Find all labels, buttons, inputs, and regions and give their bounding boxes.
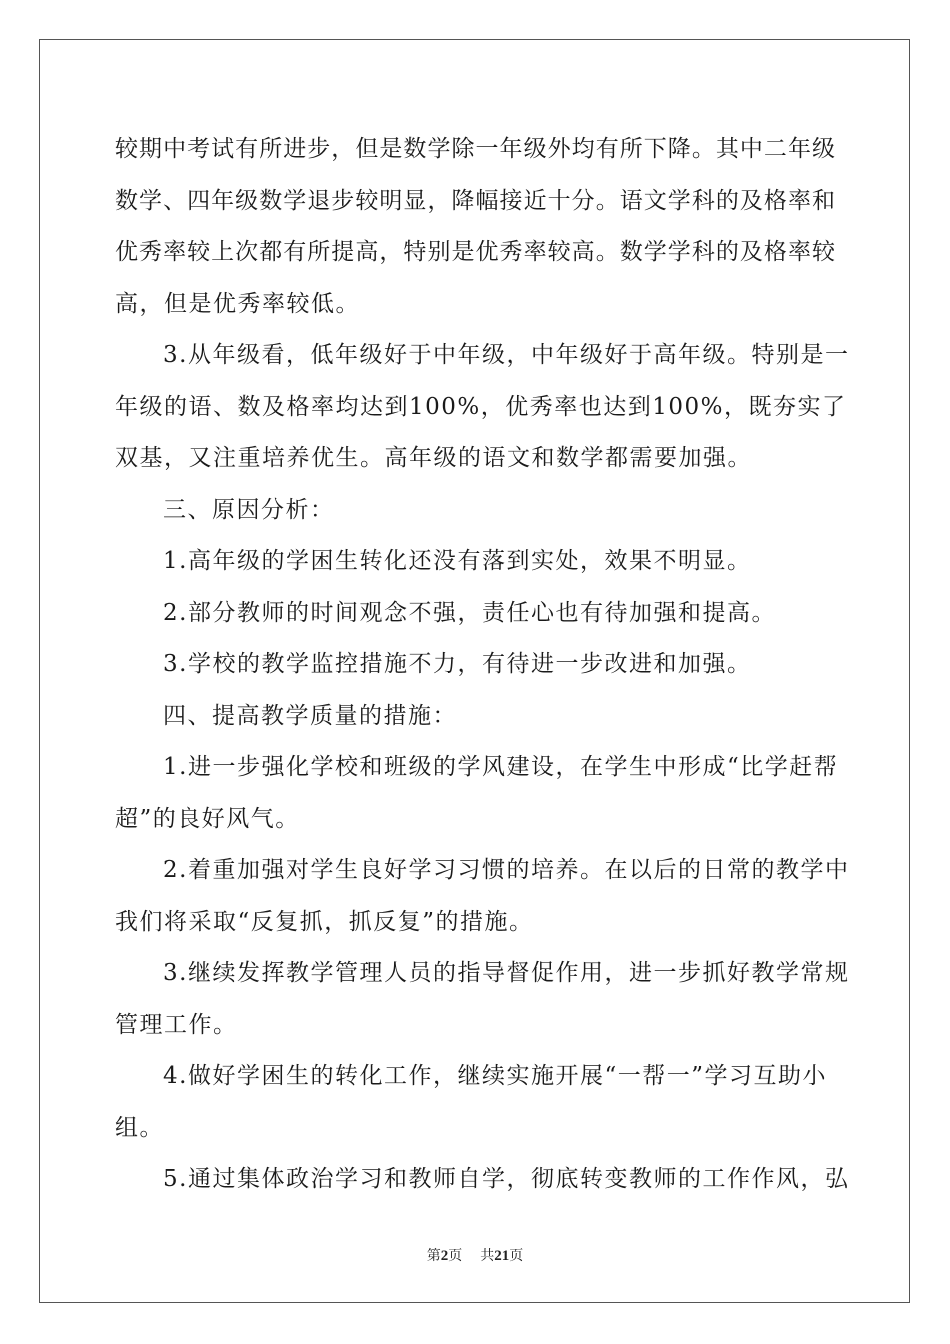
page-prefix: 第 <box>426 1248 441 1264</box>
text-line: 优秀率较上次都有所提高，特别是优秀率较高。数学学科的及格率较 <box>115 239 835 265</box>
total-prefix: 共 <box>480 1248 495 1264</box>
text-line: 5.通过集体政治学习和教师自学，彻底转变教师的工作作风，弘 <box>163 1166 850 1192</box>
text-line: 我们将采取“反复抓，抓反复”的措施。 <box>115 908 534 935</box>
page-footer <box>0 1246 950 1266</box>
text-line: 2.着重加强对学生良好学习习惯的培养。在以后的日常的教学中 <box>163 857 850 883</box>
text-line: 4.做好学困生的转化工作，继续实施开展“一帮一”学习互助小 <box>163 1063 827 1089</box>
page-suffix: 页 <box>448 1248 463 1264</box>
text-line: 超”的良好风气。 <box>115 805 300 832</box>
text-line: 3.继续发挥教学管理人员的指导督促作用，进一步抓好教学常规 <box>163 960 850 986</box>
text-line: 较期中考试有所进步，但是数学除一年级外均有所下降。其中二年级 <box>115 136 835 162</box>
total-suffix: 页 <box>509 1248 524 1264</box>
text-line: 年级的语、数及格率均达到100%，优秀率也达到100%，既夯实了 <box>115 393 847 420</box>
section-heading: 三、原因分析： <box>163 496 335 523</box>
total-pages: 21 <box>494 1248 510 1264</box>
text-line: 组。 <box>115 1114 164 1141</box>
text-line: 3.学校的教学监控措施不力，有待进一步改进和加强。 <box>163 651 752 677</box>
text-line: 管理工作。 <box>115 1011 238 1038</box>
text-line: 1.高年级的学困生转化还没有落到实处，效果不明显。 <box>163 548 752 574</box>
page-number: 2 <box>440 1248 449 1264</box>
text-line: 双基，又注重培养优生。高年级的语文和数学都需要加强。 <box>115 445 752 471</box>
section-heading: 四、提高教学质量的措施： <box>163 702 457 729</box>
text-line: 1.进一步强化学校和班级的学风建设，在学生中形成“比学赶帮 <box>163 754 839 780</box>
text-line: 数学、四年级数学退步较明显，降幅接近十分。语文学科的及格率和 <box>115 187 835 214</box>
text-line: 3.从年级看，低年级好于中年级，中年级好于高年级。特别是一 <box>163 342 850 368</box>
text-line: 2.部分教师的时间观念不强，责任心也有待加强和提高。 <box>163 599 776 626</box>
text-line: 高，但是优秀率较低。 <box>115 290 360 317</box>
document-body <box>115 128 850 1210</box>
